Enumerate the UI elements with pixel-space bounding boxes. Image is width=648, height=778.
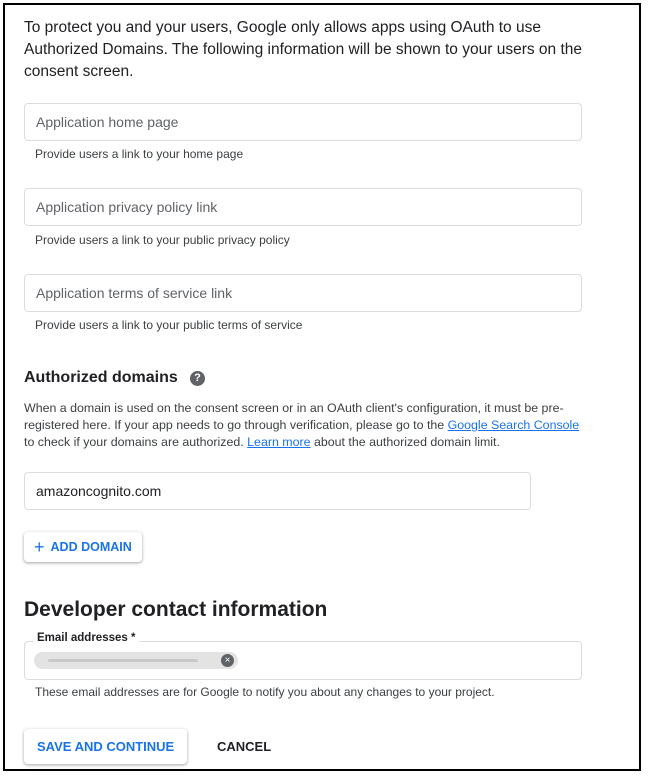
email-addresses-label: Email addresses *: [33, 632, 139, 644]
help-icon[interactable]: ?: [190, 371, 205, 386]
save-and-continue-button[interactable]: SAVE AND CONTINUE: [24, 729, 187, 764]
privacy-policy-input[interactable]: [25, 189, 581, 225]
authorized-domains-description: [24, 400, 590, 451]
add-domain-label: ADD DOMAIN: [50, 540, 132, 554]
authorized-domains-title: Authorized domains: [24, 369, 178, 386]
authorized-domain-input[interactable]: [25, 473, 530, 509]
terms-of-service-field[interactable]: [24, 274, 582, 312]
home-page-input[interactable]: [25, 104, 581, 140]
terms-of-service-hint: Provide users a link to your public terms of service: [35, 318, 303, 332]
cancel-button[interactable]: CANCEL: [207, 729, 281, 764]
chip-close-icon[interactable]: ×: [221, 654, 234, 667]
developer-contact-title: Developer contact information: [24, 598, 328, 621]
desc-text-2: to check if your domains are authorized.: [24, 435, 248, 449]
home-page-hint: Provide users a link to your home page: [35, 147, 244, 161]
authorized-domain-field[interactable]: [24, 472, 531, 510]
learn-more-link[interactable]: Learn more: [247, 435, 311, 449]
privacy-policy-hint: Provide users a link to your public privacy policy: [35, 233, 290, 247]
redacted-email: [48, 659, 198, 662]
desc-text-1: When a domain is used on the consent screen or in an OAuth client's configuration, it must be pre-registered here. If your app needs to go through verification, please go to the: [24, 401, 564, 432]
privacy-policy-field[interactable]: [24, 188, 582, 226]
email-addresses-hint: These email addresses are for Google to notify you about any changes to your project.: [35, 685, 495, 699]
desc-text-3: about the authorized domain limit.: [310, 435, 500, 449]
add-domain-button[interactable]: [24, 532, 142, 562]
google-search-console-link[interactable]: Google Search Console: [447, 418, 580, 432]
intro-text: To protect you and your users, Google only allows apps using OAuth to use Authorized Domains. The following information will be shown to your users on the consent screen.: [24, 19, 582, 80]
home-page-field[interactable]: [24, 103, 582, 141]
terms-of-service-input[interactable]: [25, 275, 581, 311]
plus-icon: +: [34, 537, 45, 557]
email-chip[interactable]: [34, 652, 238, 669]
